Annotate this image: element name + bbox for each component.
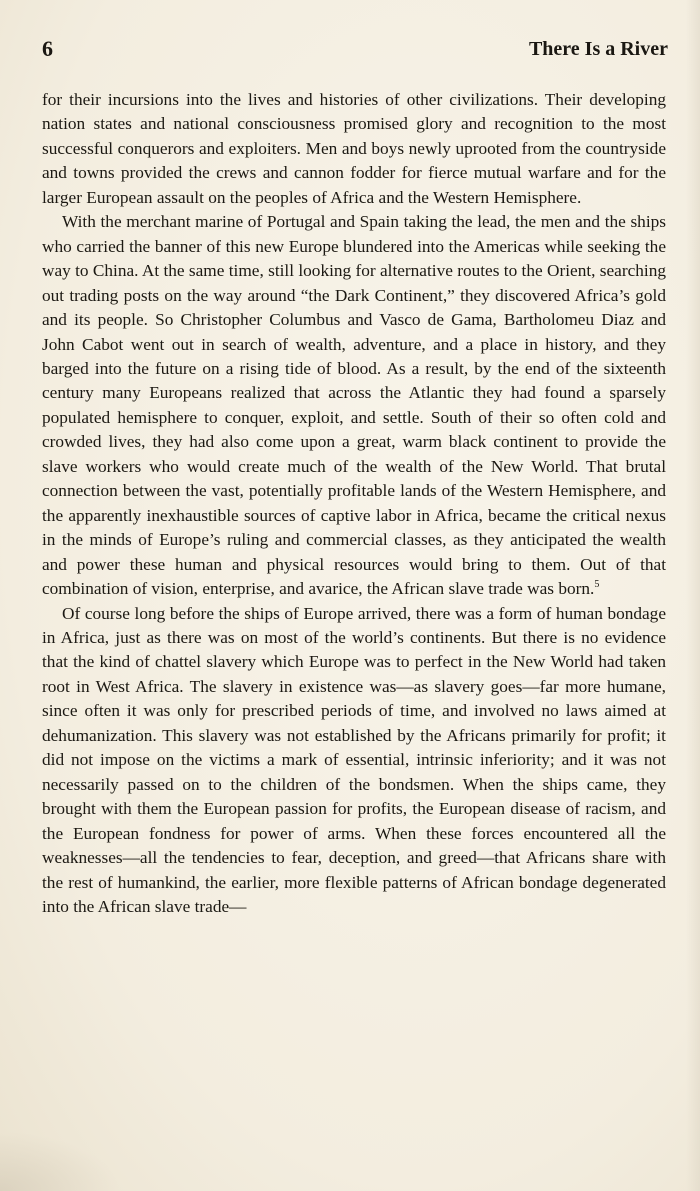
paragraph-2 <box>42 210 666 601</box>
paragraph-1: for their incursions into the lives and histories of other civilizations. Their developing nation states and national consciousness promised glory and recognition to the most successful conquerors and exploiters. Men and boys newly uprooted from the countryside and towns provided the crews and cannon fodder for fierce mutual warfare and for the larger European assault on the peoples of Africa and the Western Hemisphere. <box>42 90 666 207</box>
page-header <box>42 36 668 66</box>
page-number: 6 <box>42 36 53 61</box>
paragraph-2-text: With the merchant marine of Portugal and Spain taking the lead, the men and the ships who carried the banner of this new Europe blundered into the Americas while seeking the way to China. At the same time, still looking for alternative routes to the Orient, searching out trading posts on the way around “the Dark Continent,” they discovered Africa’s gold and its people. So Christopher Columbus and Vasco de Gama, Bartholomeu Diaz and John Cabot went out in search of wealth, adventure, and a place in history, and they barged into the future on a rising tide of blood. As a result, by the end of the sixteenth century many Europeans realized that across the Atlantic they had found a sparsely populated hemisphere to conquer, exploit, and settle. South of their so often cold and crowded lives, they had also come upon a great, warm black continent to provide the slave workers who would create much of the wealth of the New World. That brutal connection between the vast, potentially profitable lands of the Western Hemisphere, and the apparently inexhaustible sources of captive labor in Africa, became the critical nexus in the minds of Europe’s ruling and commercial classes, as they anticipated the wealth and power these human and physical resources would bring to them. Out of that combination of vision, enterprise, and avarice, the African slave trade was born. <box>42 212 666 599</box>
paragraph-3: Of course long before the ships of Europe arrived, there was a form of human bondage in Africa, just as there was on most of the world’s continents. But there is no evidence that the kind of chattel slavery which Europe was to perfect in the New World had taken root in West Africa. The slavery in existence was—as slavery goes—far more humane, since often it was only for prescribed periods of time, and involved no laws aimed at dehumanization. This slavery was not established by the Africans primarily for profit; it did not impose on the victims a mark of essential, intrinsic inferiority; and it was not necessarily passed on to the children of the bondsmen. When the ships came, they brought with them the European passion for profits, the European disease of racism, and the European fondness for power of arms. When these forces encountered all the weaknesses—all the tendencies to fear, deception, and greed—that Africans share with the rest of humankind, the earlier, more flexible patterns of African bondage degenerated into the African slave trade— <box>42 603 666 916</box>
body-text <box>42 88 666 919</box>
page-edge-shadow <box>686 0 700 1191</box>
page-corner-shadow <box>0 1131 120 1191</box>
running-head: There Is a River <box>528 38 668 60</box>
footnote-reference[interactable]: 5 <box>594 579 600 591</box>
